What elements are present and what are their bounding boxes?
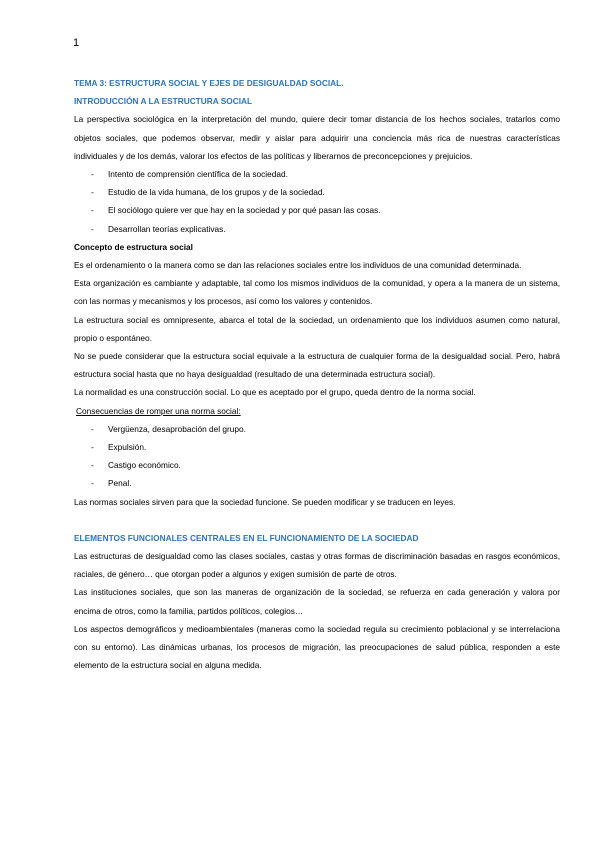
intro-paragraph: La perspectiva sociológica en la interpretación del mundo, quiere decir tomar distancia de los hechos sociales, tratarlos como objetos sociales, que podemos observar, medir y aislar para adquirir una conciencia más rica de nuestras características individuales y de los demás, valorar los efectos de las políticas y liberarnos de preconcepciones y prejuicios. <box>74 114 560 161</box>
list-item: - Expulsión. <box>74 438 560 456</box>
list-item: - Intento de comprensión científica de la sociedad. <box>74 165 560 183</box>
list-item: - Estudio de la vida humana, de los grupos y de la sociedad. <box>74 183 560 201</box>
document-content <box>74 74 560 675</box>
list-item: - Desarrollan teorías explicativas. <box>74 220 560 238</box>
concept-paragraph: No se puede considerar que la estructura social equivale a la estructura de cualquier forma de la desigualdad social. Pero, habrá estructura social hasta que no haya desigualdad (resultado de una determinada estructura social). <box>74 351 560 380</box>
page-number: 1 <box>73 37 80 49</box>
list-item: - Penal. <box>74 474 560 492</box>
elements-paragraph: Los aspectos demográficos y medioambientales (maneras como la sociedad regula su crecimiento poblacional y se interrelaciona con su entorno). Las dinámicas urbanas, los procesos de migración, las preocupaciones de salud pública, responden a este elemento de la estructura social en alguna medida. <box>74 623 560 671</box>
elements-paragraph: Las instituciones sociales, que son las maneras de organización de la sociedad, se refuerza en cada generación y valora por encima de otros, como la familia, partidos políticos, colegios… <box>74 587 560 616</box>
concept-paragraph: La estructura social es omnipresente, abarca el total de la sociedad, un ordenamiento que los individuos asumen como natural, propio o espontáneo. <box>74 314 560 343</box>
intro-bullet-list <box>74 165 560 238</box>
concept-paragraph: Esta organización es cambiante y adaptable, tal como los mismos individuos de la comunidad, y opera a la manera de un sistema, con las normas y mecanismos y los procesos, así como los valores y contenidos. <box>74 278 560 307</box>
concept-heading: Concepto de estructura social <box>74 241 193 252</box>
list-item: - Castigo económico. <box>74 456 560 474</box>
list-item: - Vergüenza, desaprobación del grupo. <box>74 420 560 438</box>
consequences-heading: Consecuencias de romper una norma social: <box>76 405 241 416</box>
section-spacer <box>74 511 560 529</box>
section-heading-intro: INTRODUCCIÓN A LA ESTRUCTURA SOCIAL <box>74 96 253 107</box>
document-title: TEMA 3: ESTRUCTURA SOCIAL Y EJES DE DESIGUALDAD SOCIAL. <box>74 78 344 88</box>
consequences-closing: Las normas sociales sirven para que la sociedad funcione. Se pueden modificar y se traducen en leyes. <box>74 496 456 507</box>
list-item: - El sociólogo quiere ver que hay en la sociedad y por qué pasan las cosas. <box>74 201 560 219</box>
concept-paragraph: La normalidad es una construcción social. Lo que es aceptado por el grupo, queda dentro de la norma social. <box>74 387 476 398</box>
elements-paragraph: Las estructuras de desigualdad como las clases sociales, castas y otras formas de discriminación basadas en rasgos económicos, raciales, de género… que otorgan poder a algunos y exigen sumisión de parte de otros. <box>74 551 560 580</box>
section-heading-elements: ELEMENTOS FUNCIONALES CENTRALES EN EL FUNCIONAMIENTO DE LA SOCIEDAD <box>74 532 419 543</box>
consequences-bullet-list <box>74 420 560 493</box>
concept-paragraph: Es el ordenamiento o la manera como se dan las relaciones sociales entre los individuos de una comunidad determinada. <box>74 260 522 271</box>
